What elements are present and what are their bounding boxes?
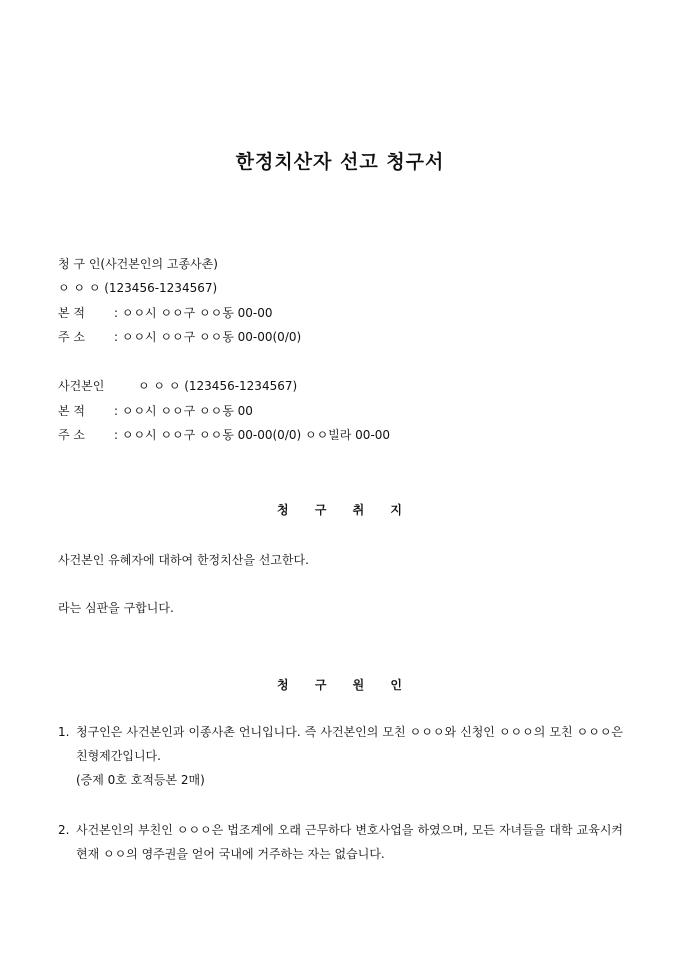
purpose-text: 사건본인 유혜자에 대하여 한정치산을 선고한다.: [58, 553, 309, 567]
subject-domicile-value: : ㅇㅇ시 ㅇㅇ구 ㅇㅇ동 00: [114, 404, 253, 418]
cause-item-number: 2.: [58, 823, 70, 837]
cause-item-number: 1.: [58, 725, 70, 739]
subject-name: ㅇ ㅇ ㅇ (123456-1234567): [138, 379, 298, 393]
applicant-address-label: 주 소: [58, 330, 85, 344]
applicant-header: 청 구 인(사건본인의 고종사촌): [58, 257, 218, 271]
purpose-closing: 라는 심판을 구합니다.: [58, 601, 174, 615]
cause-item-note: (증제 0호 호적등본 2매): [76, 773, 205, 787]
subject-label: 사건본인: [58, 379, 105, 393]
subject-address-label: 주 소: [58, 428, 85, 442]
applicant-name-line: ㅇ ㅇ ㅇ (123456-1234567): [58, 281, 218, 295]
document-title: 한정치산자 선고 청구서: [235, 151, 445, 173]
subject-address-value: : ㅇㅇ시 ㅇㅇ구 ㅇㅇ동 00-00(0/0) ㅇㅇ빌라 00-00: [114, 428, 391, 442]
cause-item-1: [58, 720, 623, 792]
subject-domicile-label: 본 적: [58, 404, 85, 418]
applicant-domicile: [58, 305, 273, 321]
applicant-domicile-label: 본 적: [58, 306, 85, 320]
subject-name-line: [58, 378, 297, 394]
purpose-heading: 청 구 취 지: [277, 503, 403, 517]
applicant-domicile-value: : ㅇㅇ시 ㅇㅇ구 ㅇㅇ동 00-00: [114, 306, 273, 320]
subject-domicile: [58, 403, 253, 419]
cause-item-2: [58, 818, 623, 866]
applicant-address-value: : ㅇㅇ시 ㅇㅇ구 ㅇㅇ동 00-00(0/0): [114, 330, 302, 344]
cause-heading: 청 구 원 인: [277, 678, 403, 692]
applicant-address: [58, 329, 301, 345]
subject-address: [58, 427, 390, 443]
cause-item-text: 사건본인의 부친인 ㅇㅇㅇ은 법조계에 오래 근무하다 변호사업을 하였으며, 모든 자녀들을 대학 교육시켜 현재 ㅇㅇ의 영주권을 얻어 국내에 거주하는 자는 없습니다.: [76, 823, 623, 861]
cause-item-text: 청구인은 사건본인과 이종사촌 언니입니다. 즉 사건본인의 모친 ㅇㅇㅇ와 신청인 ㅇㅇㅇ의 모친 ㅇㅇㅇ은 친형제간입니다.: [76, 725, 623, 763]
